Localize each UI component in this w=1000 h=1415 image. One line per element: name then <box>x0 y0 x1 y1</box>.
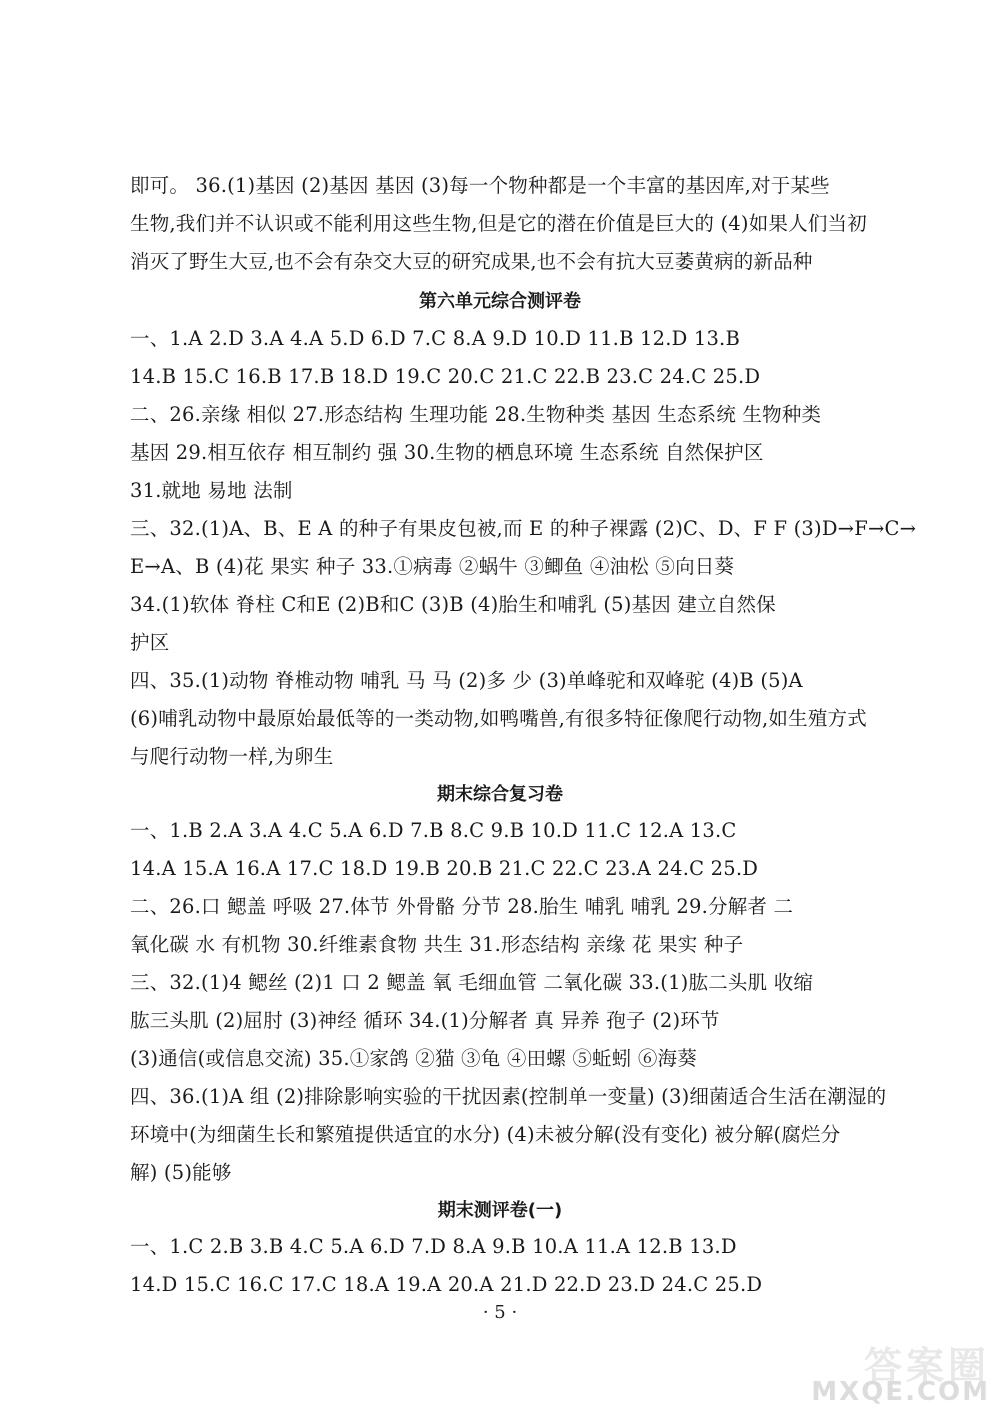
text-line: 消灭了野生大豆,也不会有杂交大豆的研究成果,也不会有抗大豆萎黄病的新品种 <box>130 250 813 273</box>
text-line: 护区 <box>130 631 170 654</box>
text-line: 基因 29.相互依存 相互制约 强 30.生物的栖息环境 生态系统 自然保护区 <box>130 441 764 464</box>
text-line: 三、32.(1)4 鳃丝 (2)1 口 2 鳃盖 氧 毛细血管 二氧化碳 33.(1)肱二头肌 收缩 <box>130 971 814 994</box>
text-line: 34.(1)软体 脊柱 C和E (2)B和C (3)B (4)胎生和哺乳 (5)基因 建立自然保 <box>130 593 776 616</box>
watermark-top: 答案圈 <box>863 1344 990 1388</box>
text-line: 四、35.(1)动物 脊椎动物 哺乳 马 马 (2)多 少 (3)单峰驼和双峰驼 (4)B (5)A <box>130 669 803 692</box>
text-line: 一、1.A 2.D 3.A 4.A 5.D 6.D 7.C 8.A 9.D 10.D 11.B 12.D 13.B <box>130 327 740 350</box>
text-line: 14.A 15.A 16.A 17.C 18.D 19.B 20.B 21.C 22.C 23.A 24.C 25.D <box>130 857 759 880</box>
text-line: 一、1.C 2.B 3.B 4.C 5.A 6.D 7.D 8.A 9.B 10.A 11.A 12.B 13.D <box>130 1235 737 1258</box>
watermark-logo <box>775 1335 990 1407</box>
text-line: 环境中(为细菌生长和繁殖提供适宜的水分) (4)未被分解(没有变化) 被分解(腐烂分 <box>130 1123 841 1146</box>
text-line: 14.B 15.C 16.B 17.B 18.D 19.C 20.C 21.C 22.B 23.C 24.C 25.D <box>130 365 761 388</box>
text-line: 生物,我们并不认识或不能利用这些生物,但是它的潜在价值是巨大的 (4)如果人们当初 <box>130 212 867 235</box>
text-line: 即可。 36.(1)基因 (2)基因 基因 (3)每一个物种都是一个丰富的基因库,对于某些 <box>130 174 830 197</box>
section-title: 第六单元综合测评卷 <box>419 291 581 312</box>
section-title: 期末综合复习卷 <box>437 784 563 805</box>
text-line: 氧化碳 水 有机物 30.纤维素食物 共生 31.形态结构 亲缘 花 果实 种子 <box>130 933 744 956</box>
text-line: 肱三头肌 (2)屈肘 (3)神经 循环 34.(1)分解者 真 异养 孢子 (2)环节 <box>130 1009 720 1032</box>
text-line: 三、32.(1)A、B、E A 的种子有果皮包被,而 E 的种子裸露 (2)C、D、F F (3)D→F→C→ <box>130 517 917 540</box>
section-title: 期末测评卷(一) <box>437 1200 563 1221</box>
text-line: 二、26.口 鳃盖 呼吸 27.体节 外骨骼 分节 28.胎生 哺乳 哺乳 29.分解者 二 <box>130 895 794 918</box>
page-number: · 5 · <box>482 1302 518 1323</box>
text-line: 解) (5)能够 <box>130 1161 232 1184</box>
text-line: E→A、B (4)花 果实 种子 33.①病毒 ②蜗牛 ③鲫鱼 ④油松 ⑤向日葵 <box>130 555 735 578</box>
text-line: 四、36.(1)A 组 (2)排除影响实验的干扰因素(控制单一变量) (3)细菌适合生活在潮湿的 <box>130 1085 887 1108</box>
text-line: (3)通信(或信息交流) 35.①家鸽 ②猫 ③龟 ④田螺 ⑤蚯蚓 ⑥海葵 <box>130 1047 697 1070</box>
text-line: 一、1.B 2.A 3.A 4.C 5.A 6.D 7.B 8.C 9.B 10.D 11.C 12.A 13.C <box>130 819 737 842</box>
text-line: 31.就地 易地 法制 <box>130 479 293 502</box>
text-line: (6)哺乳动物中最原始最低等的一类动物,如鸭嘴兽,有很多特征像爬行动物,如生殖方式 <box>130 707 867 730</box>
text-line: 14.D 15.C 16.C 17.C 18.A 19.A 20.A 21.D 22.D 23.D 24.C 25.D <box>130 1273 763 1296</box>
watermark-bottom: MXQE.COM <box>811 1377 990 1407</box>
text-line: 二、26.亲缘 相似 27.形态结构 生理功能 28.生物种类 基因 生态系统 生物种类 <box>130 403 822 426</box>
text-line: 与爬行动物一样,为卵生 <box>130 745 334 768</box>
